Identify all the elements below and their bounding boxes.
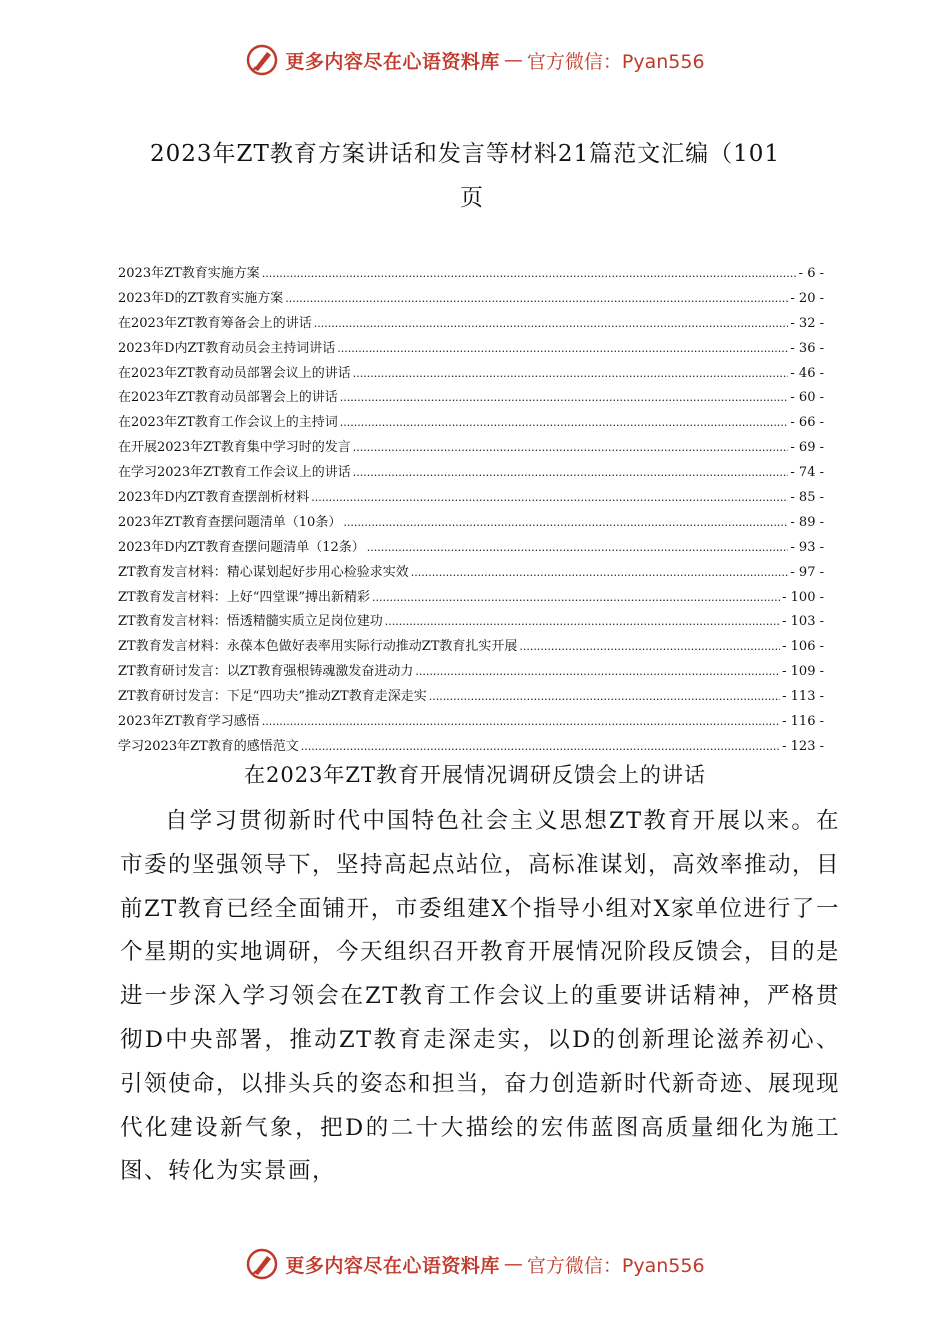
- toc-entry-title: ZT教育发言材料：上好“四堂课”搏出新精彩: [118, 589, 370, 605]
- banner-brand: 更多内容尽在心语资料库: [285, 50, 500, 73]
- toc-entry-title: 在学习2023年ZT教育工作会议上的讲话: [118, 465, 351, 481]
- toc-entry-page: - 85 -: [790, 490, 824, 506]
- toc-entry-page: - 74 -: [790, 465, 824, 481]
- table-of-contents: [118, 262, 824, 760]
- toc-entry-page: - 116 -: [782, 714, 824, 730]
- toc-entry-title: 2023年D内ZT教育查摆剖析材料: [118, 490, 310, 506]
- toc-entry-title: ZT教育发言材料：永葆本色做好表率用实际行动推动ZT教育扎实开展: [118, 639, 518, 655]
- toc-entry-page: - 69 -: [790, 440, 824, 456]
- toc-entry[interactable]: [118, 511, 824, 536]
- toc-entry-title: 2023年ZT教育查摆问题清单（10条）: [118, 514, 342, 530]
- toc-entry-title: 在2023年ZT教育动员部署会上的讲话: [118, 390, 338, 406]
- toc-dot-leader: [262, 266, 797, 281]
- toc-entry-page: - 93 -: [790, 539, 824, 555]
- toc-dot-leader: [415, 664, 780, 679]
- toc-entry-title: ZT教育研讨发言：以ZT教育强根铸魂激发奋进动力: [118, 664, 414, 680]
- toc-entry-title: 2023年D的ZT教育实施方案: [118, 290, 284, 306]
- toc-entry[interactable]: [118, 660, 824, 685]
- toc-entry[interactable]: [118, 461, 824, 486]
- toc-entry-title: 2023年ZT教育学习感悟: [118, 714, 260, 730]
- toc-dot-leader: [311, 490, 788, 505]
- toc-entry-page: - 46 -: [790, 365, 824, 381]
- toc-entry[interactable]: [118, 635, 824, 660]
- toc-entry-title: 2023年D内ZT教育动员会主持词讲话: [118, 340, 336, 356]
- toc-entry-page: - 123 -: [782, 738, 824, 754]
- toc-entry-title: ZT教育研讨发言：下足“四功夫”推动ZT教育走深走实: [118, 689, 427, 705]
- toc-dot-leader: [353, 366, 789, 381]
- quill-pen-logo-icon: [245, 1247, 279, 1281]
- toc-entry-page: - 36 -: [790, 340, 824, 356]
- banner-separator: —: [503, 1253, 523, 1275]
- toc-entry-title: ZT教育发言材料：悟透精髓实质立足岗位建功: [118, 614, 383, 630]
- toc-entry[interactable]: [118, 735, 824, 760]
- toc-entry-title: ZT教育发言材料：精心谋划起好步用心检验求实效: [118, 564, 409, 580]
- toc-entry-title: 在2023年ZT教育动员部署会议上的讲话: [118, 365, 351, 381]
- toc-entry-page: - 100 -: [782, 589, 824, 605]
- section-title: 在2023年ZT教育开展情况调研反馈会上的讲话: [243, 763, 707, 787]
- toc-entry-page: - 89 -: [790, 514, 824, 530]
- toc-entry[interactable]: [118, 561, 824, 586]
- toc-dot-leader: [340, 415, 789, 430]
- toc-dot-leader: [372, 590, 780, 605]
- toc-dot-leader: [367, 540, 789, 555]
- document-title: [150, 132, 850, 220]
- toc-entry[interactable]: [118, 411, 824, 436]
- toc-entry-title: 学习2023年ZT教育的感悟范文: [118, 738, 299, 754]
- toc-entry[interactable]: [118, 586, 824, 611]
- banner-brand: 更多内容尽在心语资料库: [285, 1254, 500, 1277]
- document-title-line2: 页: [460, 185, 484, 211]
- toc-entry-page: - 60 -: [790, 390, 824, 406]
- toc-entry-page: - 66 -: [790, 415, 824, 431]
- toc-entry-page: - 20 -: [790, 290, 824, 306]
- toc-entry[interactable]: [118, 337, 824, 362]
- toc-entry-title: 在2023年ZT教育筹备会上的讲话: [118, 315, 312, 331]
- toc-entry[interactable]: [118, 486, 824, 511]
- toc-dot-leader: [353, 440, 789, 455]
- toc-dot-leader: [429, 689, 780, 704]
- toc-entry[interactable]: [118, 287, 824, 312]
- toc-dot-leader: [353, 465, 789, 480]
- header-banner: [0, 40, 950, 80]
- banner-wechat: 官方微信：Pyan556: [526, 50, 705, 73]
- toc-entry[interactable]: [118, 610, 824, 635]
- banner-separator: —: [503, 49, 523, 71]
- toc-entry[interactable]: [118, 536, 824, 561]
- toc-entry-page: - 113 -: [782, 689, 824, 705]
- toc-dot-leader: [337, 341, 788, 356]
- toc-dot-leader: [314, 316, 789, 331]
- toc-entry-page: - 97 -: [790, 564, 824, 580]
- toc-entry-page: - 103 -: [782, 614, 824, 630]
- toc-dot-leader: [385, 614, 780, 629]
- toc-dot-leader: [343, 515, 788, 530]
- toc-entry[interactable]: [118, 685, 824, 710]
- toc-entry-page: - 32 -: [790, 315, 824, 331]
- document-title-line1: 2023年ZT教育方案讲话和发言等材料21篇范文汇编（101: [150, 141, 781, 167]
- toc-entry-title: 2023年ZT教育实施方案: [118, 266, 260, 281]
- toc-entry-page: - 6 -: [798, 266, 824, 281]
- toc-entry[interactable]: [118, 710, 824, 735]
- toc-entry[interactable]: [118, 312, 824, 337]
- toc-entry[interactable]: [118, 436, 824, 461]
- quill-pen-logo-icon: [245, 43, 279, 77]
- banner-wechat: 官方微信：Pyan556: [526, 1254, 705, 1277]
- toc-dot-leader: [301, 739, 780, 754]
- toc-dot-leader: [411, 565, 789, 580]
- toc-entry-title: 2023年D内ZT教育查摆问题清单（12条）: [118, 539, 365, 555]
- body-paragraph: 自学习贯彻新时代中国特色社会主义思想ZT教育开展以来。在市委的坚强领导下，坚持高起点站位，高标准谋划，高效率推动，目前ZT教育已经全面铺开，市委组建X个指导小组对X家单位进行了一个星期的实地调研，今天组织召开教育开展情况阶段反馈会，目的是进一步深入学习领会在ZT教育工作会议上的重要讲话精神，严格贯彻D中央部署，推动ZT教育走深走实，以D的创新理论滋养初心、引领使命，以排头兵的姿态和担当，奋力创造新时代新奇迹、展现现代化建设新气象，把D的二十大描绘的宏伟蓝图高质量细化为施工图、转化为实景画，: [120, 808, 841, 1185]
- toc-entry-title: 在2023年ZT教育工作会议上的主持词: [118, 415, 338, 431]
- toc-entry-page: - 109 -: [782, 664, 824, 680]
- toc-entry-page: - 106 -: [782, 639, 824, 655]
- toc-entry[interactable]: [118, 262, 824, 287]
- toc-dot-leader: [519, 639, 780, 654]
- toc-dot-leader: [340, 390, 789, 405]
- toc-entry-title: 在开展2023年ZT教育集中学习时的发言: [118, 440, 351, 456]
- footer-banner: [0, 1244, 950, 1284]
- toc-dot-leader: [285, 291, 788, 306]
- toc-dot-leader: [262, 714, 780, 729]
- toc-entry[interactable]: [118, 362, 824, 387]
- toc-entry[interactable]: [118, 386, 824, 411]
